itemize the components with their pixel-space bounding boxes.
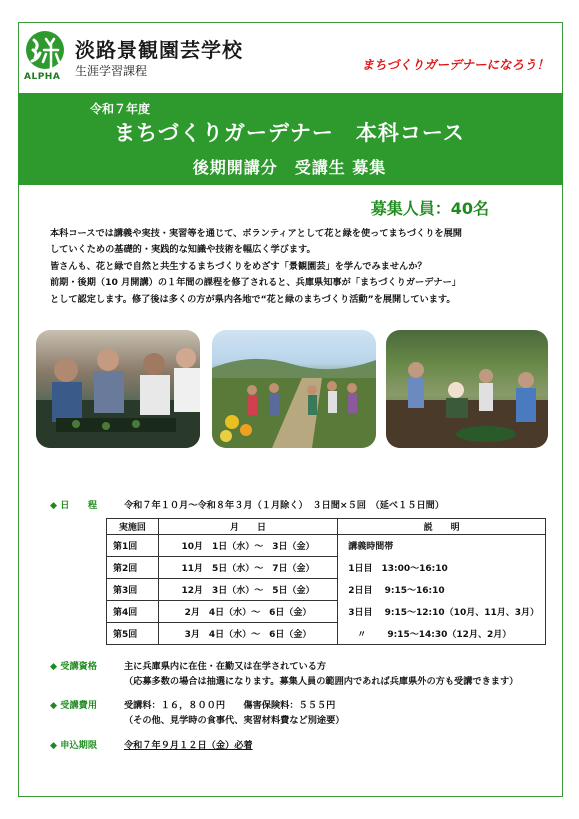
diamond-bullet-icon: ◆: [50, 740, 58, 751]
session-description: 〃 9:15～14:30（12月、2月）: [338, 623, 546, 645]
session-description: 3日目 9:15～12:10（10月、11月、3月）: [338, 601, 546, 623]
table-row: [107, 557, 546, 579]
diamond-bullet-icon: ◆: [50, 700, 58, 711]
deadline-label: 申込期限: [60, 740, 98, 751]
intro-line: 本科コースでは講義や実技・実習等を通じて、ボランティアとして花と緑を使ってまちづくりを展開: [50, 228, 462, 239]
slogan: まちづくりガーデナーになろう！: [361, 57, 549, 72]
diamond-bullet-icon: ◆: [50, 661, 58, 672]
school-logo-icon: [24, 30, 66, 74]
session-number: 第5回: [107, 623, 159, 645]
session-dates: 2月 4日（水）～ 6日（金）: [158, 601, 338, 623]
deadline-heading: [50, 737, 97, 751]
fees-label: 受講費用: [60, 700, 98, 711]
logo-text: ALPHA: [24, 72, 61, 82]
table-row: [107, 601, 546, 623]
capacity-label: 募集人員：40名: [370, 199, 489, 218]
table-row: [107, 579, 546, 601]
session-dates: 10月 1日（水）～ 3日（金）: [158, 535, 338, 557]
column-header: 月 日: [158, 519, 338, 535]
school-name: 淡路景観園芸学校: [75, 38, 243, 62]
schedule-heading: [50, 497, 97, 511]
session-description: 1日目 13:00～16:10: [338, 557, 546, 579]
table-row: [107, 535, 546, 557]
intro-paragraph: [50, 226, 540, 308]
banner-year: 令和７年度: [90, 102, 151, 116]
session-dates: 11月 5日（水）～ 7日（金）: [158, 557, 338, 579]
session-dates: 3月 4日（水）～ 6日（金）: [158, 623, 338, 645]
session-number: 第3回: [107, 579, 159, 601]
eligibility-heading: [50, 658, 97, 672]
eligibility-label: 受講資格: [60, 661, 98, 672]
fees-heading: [50, 697, 97, 711]
course-title: まちづくりガーデナー 本科コース: [114, 121, 465, 145]
recruitment-subtitle: 後期開講分 受講生 募集: [192, 158, 387, 177]
column-header: 実施回: [107, 519, 159, 535]
table-header-row: [107, 519, 546, 535]
session-dates: 12月 3日（水）～ 5日（金）: [158, 579, 338, 601]
session-description: 2日目 9:15～16:10: [338, 579, 546, 601]
photo-garden-tour: [212, 330, 376, 448]
intro-line: として認定します。修了後は多くの方が県内各地で“花と緑のまちづくり活動”を展開しています。: [50, 293, 456, 305]
fees-note: （その他、見学時の食事代、実習材料費など別途要）: [124, 715, 345, 726]
diamond-bullet-icon: ◆: [50, 500, 58, 511]
eligibility-note: （応募多数の場合は抽選になります。募集人員の範囲内であれば兵庫県外の方も受講できます）: [124, 676, 519, 687]
intro-line: していくための基礎的・実践的な知識や技術を幅広く学びます。: [50, 244, 316, 256]
eligibility-line: 主に兵庫県内に在住・在勤又は在学されている方: [124, 661, 327, 672]
schedule-summary: 令和７年１０月～令和８年３月（１月除く） ３日間×５回 （延べ１５日間）: [124, 500, 445, 511]
column-header: 説 明: [338, 519, 546, 535]
fees-line: 受講料：１６，８００円 傷害保険料：５５５円: [124, 700, 336, 711]
schedule-label: 日 程: [60, 500, 98, 511]
deadline-value: 令和７年９月１２日（金）必着: [124, 740, 253, 751]
intro-line: 前期・後期（10 月開講）の１年間の課程を修了されると、兵庫県知事が「まちづくりガーデナー」: [50, 277, 461, 289]
session-number: 第4回: [107, 601, 159, 623]
session-number: 第1回: [107, 535, 159, 557]
session-description: 講義時間帯: [338, 535, 546, 557]
table-row: [107, 623, 546, 645]
school-subtitle: 生涯学習課程: [75, 64, 148, 78]
schedule-table: [106, 518, 546, 645]
photo-field-work: [386, 330, 548, 448]
photo-classroom-practice: [36, 330, 200, 448]
intro-line: 皆さんも、花と緑で自然と共生するまちづくりをめざす「景観園芸」を学んでみませんか？: [50, 260, 427, 272]
session-number: 第2回: [107, 557, 159, 579]
